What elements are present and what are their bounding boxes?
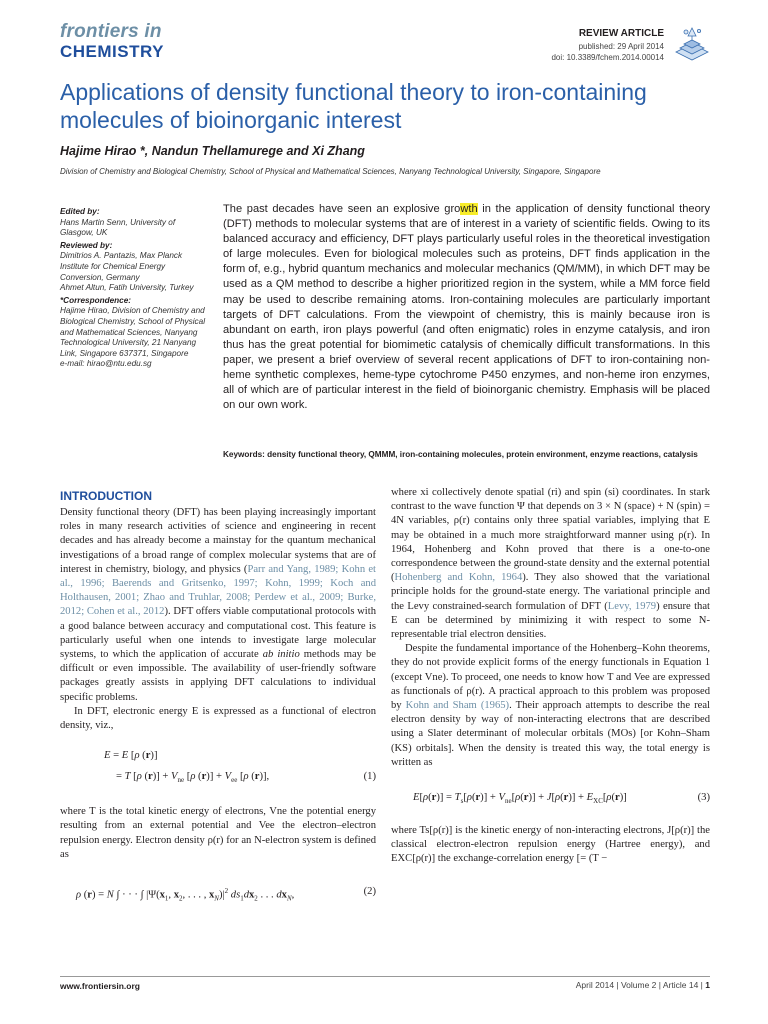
article-title: Applications of density functional theory to iron-containing molecules of bioinorganic interest (60, 79, 647, 133)
citation-hohenberg-kohn[interactable]: Hohenberg and Kohn, 1964 (394, 572, 523, 584)
right-paragraph-3: where Ts[ρ(r)] is the kinetic energy of non-interacting electrons, J[ρ(r)] the classical electron-electron repulsion energy (Hartree energy), and EXC[ρ(r)] the exchange-correlation energy [= (T − (391, 825, 710, 865)
right-paragraph-1 (391, 486, 710, 642)
intro-p1-text-a: Density functional theory (DFT) has been playing increasingly important roles in many research activities of science and engineering in recent decades and has already become a mainstay for the quantum mechanical investigations of a broad range of complex molecular systems that are of interest in chemistry, biology, and physics ( (60, 507, 376, 575)
footer-info (576, 980, 710, 990)
keywords (223, 449, 710, 460)
keywords-label: Keywords: (223, 450, 265, 459)
reviewer-2: Ahmet Altun, Fatih University, Turkey (60, 283, 194, 293)
abstract-part1: The past decades have seen an explosive gro (223, 203, 461, 215)
right-p1-text-b: ). They also showed that the variational principle holds for the ground-state energy. The variational principle and the Levy constrained-search formulation of DFT ( (391, 572, 710, 612)
ab-initio: ab initio (262, 649, 300, 661)
intro-p1-text-b: ). DFT offers viable computational protocols with a good balance between accuracy and computational cost. This feature is particularly useful when one intends to investigate large molecular systems, to which the application of accurate (60, 606, 376, 661)
reviewer-1: Dimitrios A. Pantazis, Max Planck Institute for Chemical Energy Conversion, Germany (60, 251, 183, 282)
abstract (223, 202, 710, 413)
correspondence-value: Hajime Hirao, Division of Chemistry and Biological Chemistry, School of Physical and Mathematical Sciences, Nanyang Technological University, 21 Nanyang Link, Singapore 637371, Singapore (60, 306, 206, 358)
citation-kohn-sham[interactable]: Kohn and Sham (1965) (405, 700, 510, 712)
footer-url[interactable]: www.frontiersin.org (60, 981, 140, 991)
right-p2-text-a: Despite the fundamental importance of the Hohenberg–Kohn theorems, they do not provide explicit forms of the energy functionals in Equation 1 (except Vne). To proceed, one needs to know how T and Vee are expressed as functionals of ρ(r). A practical approach to this problem was proposed by (391, 643, 710, 712)
body-column-right (391, 486, 710, 867)
citation-levy[interactable]: Levy, 1979 (607, 600, 657, 612)
abstract-part2: in the application of density functional theory (DFT) methods to molecular systems that are of interest in a variety of scientific fields. Owing to its balanced accuracy and efficiency, DFT plays particularly useful roles in the theoretical investigation of large molecules. Even for biological molecules such as proteins, DFT finds application in the form of, e.g., hybrid quantum mechanics and molecular mechanics (QM/MM), in which DFT may be used as a QM method to describe a higher prioritized region in the system, while a MM force field may be used to describe remaining atoms. Iron-containing molecules are particularly important targets of DFT calculations. From the viewpoint of chemistry, this is mainly because iron is abundant on earth, iron plays powerful (and often enigmatic) roles in enzyme catalysis, and iron thus has the great potential for biomimetic catalysis of chemically difficult transformations. In this paper, we present a brief overview of several recent applications of DFT to iron-containing non-heme synthetic complexes, heme-type cytochrome P450 enzymes, and non-heme iron enzymes, all of which are of particular interest in the field of bioinorganic chemistry. Emphasis will be placed on our own work. (223, 203, 710, 412)
equation-3 (391, 778, 710, 818)
section-heading-introduction: INTRODUCTION (60, 489, 152, 503)
equation-1-number: (1) (363, 771, 376, 783)
doi[interactable]: doi: 10.3389/fchem.2014.00014 (551, 53, 664, 62)
affiliation: Division of Chemistry and Biological Chemistry, School of Physical and Mathematical Sciences, Nanyang Technological University, Singapore, Singapore (60, 167, 601, 176)
journal-logo-line1: frontiers in (60, 21, 162, 42)
equation-3-number: (3) (697, 792, 710, 804)
correspondence-label: *Correspondence: (60, 295, 131, 305)
highlighted-text: wth (460, 203, 478, 215)
right-p1-text-a: where xi collectively denote spatial (ri) and spin (si) coordinates. In stark contrast to the wave function Ψ that depends on 3 × N (space) + N (spin) = 4N variables, ρ(r) contains only three spatial variables, implying that E may be obtained in a much more straightforward manner using ρ(r). In 1964, Hohenberg and Kohn proved that there is a one-to-one correspondence between the ground-state density and the external potential ( (391, 487, 710, 584)
keywords-text: density functional theory, QMMM, iron-containing molecules, protein environment, enzyme reactions, catalysis (267, 450, 698, 459)
equation-1-line2: = T [ρ $(r)] + V_{ne}$ [ρ $(r)] + V_{ee}$ [ρ (r)], (116, 771, 270, 785)
equation-1 (60, 745, 376, 799)
edited-by-value: Hans Martin Senn, University of Glasgow, UK (60, 217, 176, 238)
article-type: REVIEW ARTICLE (578, 28, 664, 39)
published-date: published: 29 April 2014 (578, 42, 664, 51)
right-paragraph-2 (391, 642, 710, 770)
authors: Hajime Hirao *, Nandun Thellamurege and Xi Zhang (60, 144, 365, 158)
page-number: 1 (705, 980, 710, 990)
equation-3-body: $E[\rho(r)] = T_s[\rho(r)] + V_{ne}[\rho(r)] + J[\rho(r)] + E_{XC}[\rho(r)]$ (413, 792, 627, 806)
right-p2-text-b: . Their approach attempts to describe the real electron density by way of non-interacting electrons that are described using a Slater determinant of molecular orbitals (MOs) [or Kohn–Sham (KS) orbitals]. When the density is treated this way, the total energy is written as (391, 700, 710, 768)
equation-2-body: ρ (r) = N ∫ · · · ∫ $|\Psi(x_1$, $x_2$, . . . , $x_N)|^2$ $ds_1dx_2$ . . . $dx_N$, (76, 887, 295, 903)
editorial-sidebar (60, 207, 210, 370)
footer-divider (60, 976, 710, 977)
right-p1-text-c: ) ensure that E can be determined by minimizing it with respect to some N-representable trial electron densities. (391, 600, 710, 641)
equation-2 (60, 872, 376, 912)
reviewed-by-label: Reviewed by: (60, 240, 113, 250)
intro-p1-text-c: methods may be difficult or even impossible. The availability of user-friendly software packages greatly assists in applying DFT calculations to individual specific problems. (60, 649, 377, 703)
equation-2-number: (2) (363, 886, 376, 898)
intro-paragraph-2: In DFT, electronic energy E is expressed as a functional of electron density, viz., (60, 705, 376, 732)
body-column-left (60, 486, 376, 912)
journal-logo-line2: CHEMISTRY (60, 42, 164, 61)
eq1-description: where T is the total kinetic energy of electrons, Vne the potential energy resulting from an external potential and Vee the electron–electron repulsion energy. Electron density ρ(r) for an N-electron system is defined as (60, 806, 376, 860)
edited-by-label: Edited by: (60, 207, 100, 216)
equation-1-line1: E = E [ρ (r)] (104, 750, 158, 762)
journal-cover-icon (672, 22, 712, 66)
footer-issue: April 2014 | Volume 2 | Article 14 | (575, 980, 703, 990)
intro-citations[interactable]: Parr and Yang, 1989; Kohn et al., 1996; Baerends and Gritsenko, 1997; Kohn, 1999; Koch and Holthausen, 2001; Zhao and Truhlar, 2008; Perdew et al., 2009; Burke, 2012; Cohen et al., 2012 (60, 563, 376, 618)
correspondence-email[interactable]: e-mail: hirao@ntu.edu.sg (60, 359, 152, 369)
intro-paragraph-1 (60, 506, 376, 705)
